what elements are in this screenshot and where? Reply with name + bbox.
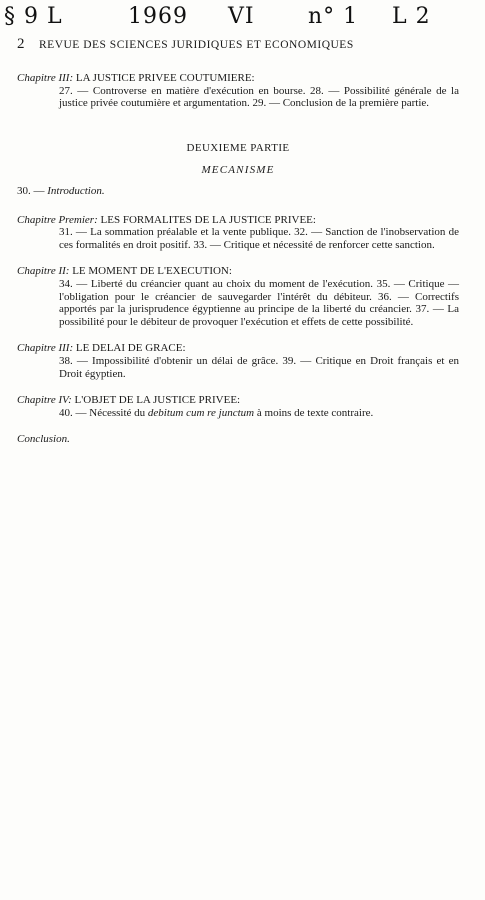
summary-text-after: à moins de texte contraire.: [256, 406, 374, 419]
chapter-label: Chapitre IV:: [17, 394, 72, 407]
conclusion-item: Conclusion.: [17, 433, 70, 446]
chapter-label: Chapitre III:: [17, 72, 74, 84]
item-label: Introduction.: [47, 184, 105, 197]
latin-term: debitum cum re junctum: [147, 406, 255, 419]
chapter-title: L'OBJET DE LA JUSTICE PRIVEE:: [74, 394, 241, 407]
chapter-heading: [17, 342, 459, 355]
item-number: 30. —: [17, 184, 45, 197]
handwritten-issue: n° 1: [308, 4, 359, 29]
chapter-label: Chapitre Premier:: [17, 213, 98, 226]
chapter-summary: 31. — La sommation préalable et la vente publique. 32. — Sanction de l'inobservation de ces formalités en droit positif. 33. — Critique et nécessité de renforcer cette sanction.: [59, 226, 459, 251]
chapter-summary: 38. — Impossibilité d'obtenir un délai de grâce. 39. — Critique en Droit français et en Droit égyptien.: [59, 354, 459, 380]
chapter-title: LA JUSTICE PRIVEE COUTUMIERE:: [75, 72, 255, 84]
handwritten-volume: VI: [228, 4, 255, 29]
chapter-title: LE MOMENT DE L'EXECUTION:: [72, 265, 232, 278]
handwritten-ref: § 9 L: [4, 4, 63, 29]
summary-text-before: 40. — Nécessité du: [59, 406, 146, 419]
table-of-contents: [17, 72, 459, 446]
handwritten-year: 1969: [128, 4, 188, 29]
chapter-summary: [59, 407, 459, 420]
chapter-heading: [17, 394, 459, 407]
running-head: [17, 36, 445, 53]
chapter-title: LES FORMALITES DE LA JUSTICE PRIVEE:: [100, 213, 316, 226]
part-subtitle: MECANISME: [201, 164, 275, 177]
part-title: DEUXIEME PARTIE: [186, 141, 290, 154]
chapter-heading: [17, 265, 459, 278]
chapter-label: Chapitre II:: [17, 265, 70, 278]
chapter-label: Chapitre III:: [17, 342, 74, 355]
introduction-item: [17, 185, 459, 198]
handwritten-annotations: [0, 4, 485, 34]
page-number: 2: [17, 36, 25, 52]
chapter-heading: [17, 72, 459, 85]
chapter-title: LE DELAI DE GRACE:: [75, 342, 186, 355]
chapter-summary: 27. — Controverse en matière d'exécution en bourse. 28. — Possibilité générale de la justice privée coutumière et argumentation. 29. — Conclusion de la première partie.: [59, 84, 459, 110]
chapter-summary: 34. — Liberté du créancier quant au choix du moment de l'exécution. 35. — Critique — l'obligation pour le créancier de sauvegarder l'intérêt du débiteur. 36. — Correctifs apportés par la jurisprudence égyptienne au principe de la liberté du créancier. 37. — La possibilité pour le débiteur de provoquer l'exécution et effets de cette possibilité.: [59, 277, 459, 328]
handwritten-code: L 2: [392, 4, 431, 29]
journal-title: REVUE DES SCIENCES JURIDIQUES ET ECONOMIQUES: [39, 39, 354, 51]
chapter-heading: [17, 214, 459, 227]
